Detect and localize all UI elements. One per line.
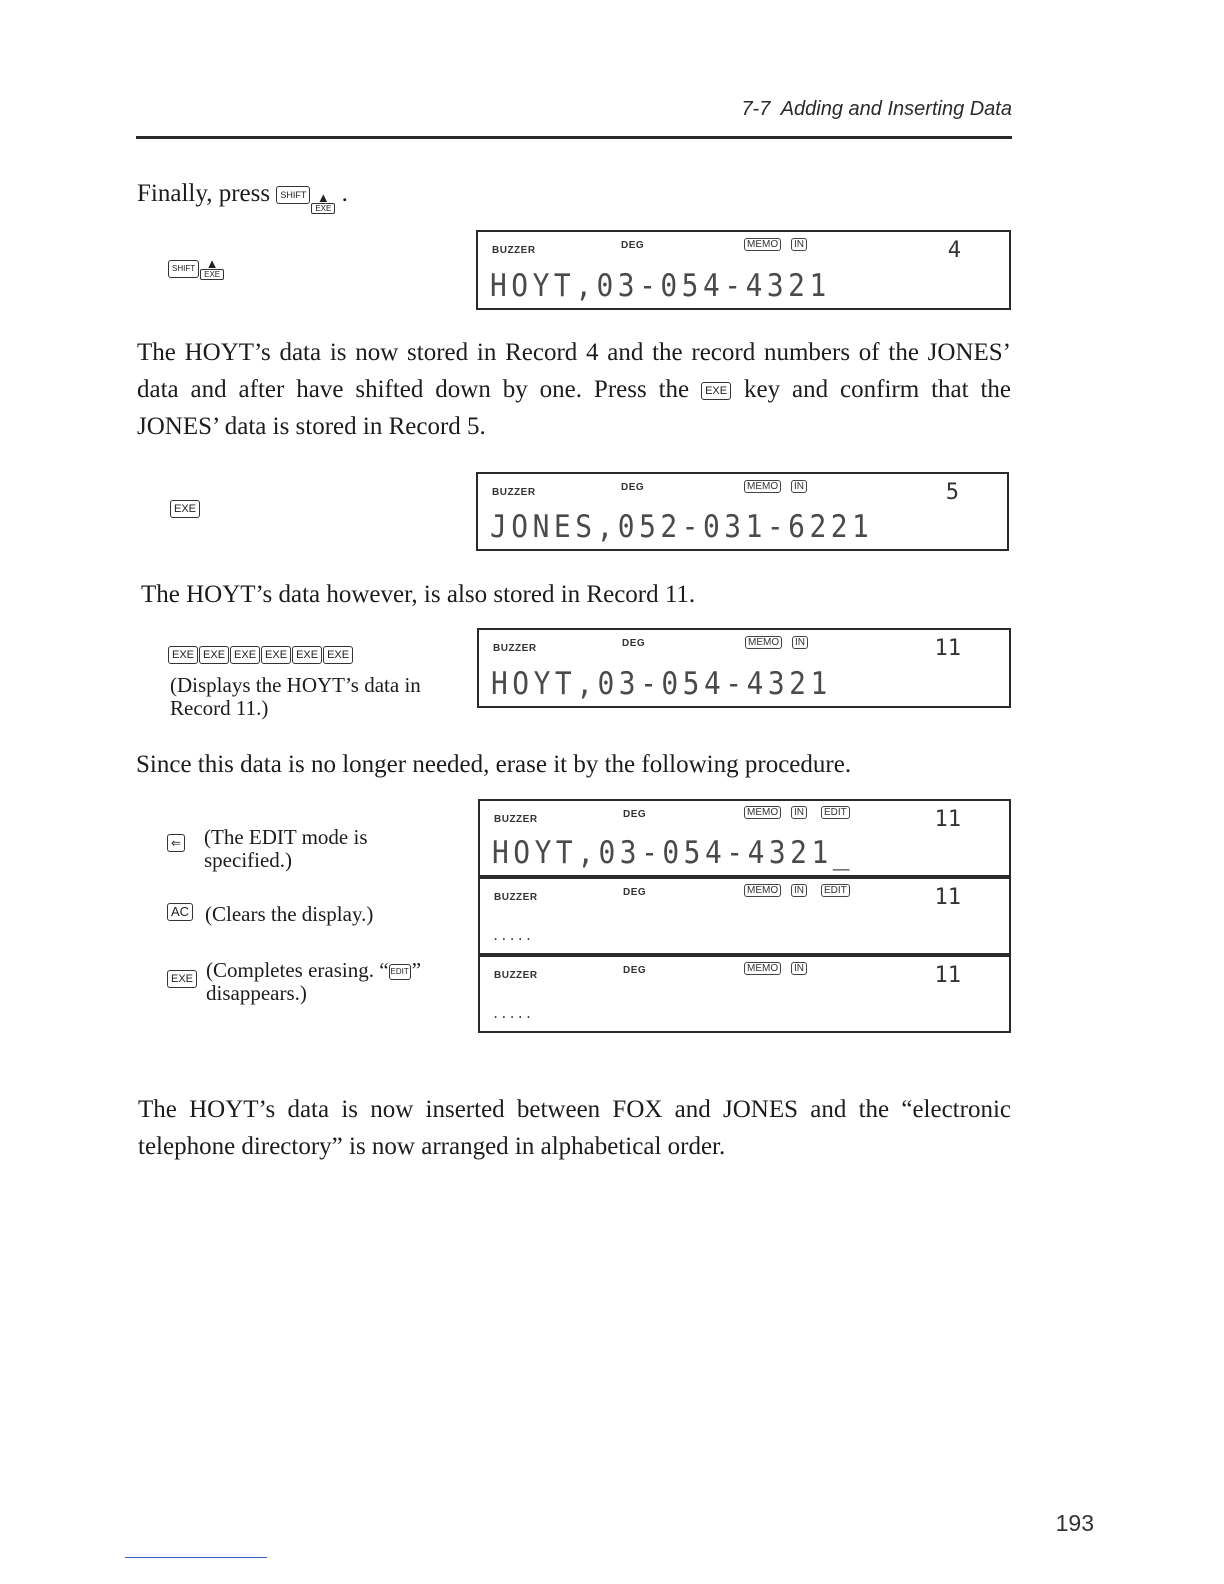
record-number: 4 (947, 238, 961, 263)
paragraph-conclusion: The HOYT’s data is now inserted between FOX and JONES and the “electronic telephone directory” is now arranged in alphabetical order. (138, 1096, 1011, 1160)
up-exe-key-glyph: ▲ EXE (311, 177, 335, 214)
section-number: 7-7 (741, 98, 771, 120)
step-ac-key (167, 903, 194, 921)
in-indicator: IN (791, 806, 807, 819)
record-number: 5 (945, 480, 959, 505)
memo-indicator: MEMO (744, 480, 781, 493)
exe-key-glyph: EXE (230, 646, 260, 664)
display-text: HOYT,03-054-4321_ (492, 835, 855, 871)
memo-indicator: MEMO (744, 884, 781, 897)
deg-indicator: DEG (621, 240, 645, 251)
record-number: 11 (934, 963, 961, 988)
deg-indicator: DEG (623, 965, 647, 976)
exe-key-glyph: EXE (168, 646, 198, 664)
display-text: JONES,052-031-6221 (490, 509, 874, 545)
paragraph-record-11: The HOYT’s data however, is also stored in Record 11. (141, 581, 696, 608)
running-header (700, 98, 1012, 121)
in-indicator: IN (791, 480, 807, 493)
deg-indicator: DEG (621, 482, 645, 493)
deg-indicator: DEG (623, 809, 647, 820)
exe-key-glyph: EXE (701, 382, 731, 400)
note-record-11: (Displays the HOYT’s data in Record 11.) (170, 673, 421, 720)
lcd-display-record-4 (476, 230, 1011, 310)
display-text: ..... (492, 1007, 534, 1021)
lcd-display-erased (478, 955, 1011, 1033)
step-edit-key (167, 834, 186, 852)
in-indicator: IN (791, 884, 807, 897)
edit-indicator: EDIT (821, 806, 850, 819)
left-arrow-key-glyph: ⇐ (167, 834, 185, 852)
up-exe-key-glyph: ▲ EXE (200, 258, 224, 280)
footer-mark (125, 1557, 267, 1558)
buzzer-indicator: BUZZER (494, 970, 538, 981)
paragraph-record-shift: The HOYT’s data is now stored in Record 4 and the record numbers of the JONES’ data and after have shifted down by one. Press the EXE key and confirm that the JONES’ data is stored in Record 5. (137, 339, 1012, 440)
record-number: 11 (934, 885, 961, 910)
intro-text: Finally, press (137, 180, 271, 207)
section-title: Adding and Inserting Data (780, 98, 1012, 120)
shift-key-glyph: SHIFT (276, 186, 310, 204)
exe-key-glyph: EXE (167, 970, 197, 988)
deg-indicator: DEG (623, 887, 647, 898)
exe-key-glyph: EXE (261, 646, 291, 664)
intro-line: Finally, press SHIFT ▲ EXE . (137, 175, 348, 214)
exe-key-glyph: EXE (292, 646, 322, 664)
in-indicator: IN (791, 238, 807, 251)
paragraph-erase-procedure: Since this data is no longer needed, erase it by the following procedure. (136, 751, 852, 778)
lcd-display-record-11 (477, 628, 1011, 708)
deg-indicator: DEG (622, 638, 646, 649)
edit-indicator-glyph: EDIT (389, 964, 411, 980)
lcd-display-cleared (478, 877, 1011, 955)
shift-key-glyph: SHIFT (168, 260, 199, 278)
memo-indicator: MEMO (744, 962, 781, 975)
buzzer-indicator: BUZZER (494, 814, 538, 825)
buzzer-indicator: BUZZER (492, 487, 536, 498)
display-text: HOYT,03-054-4321 (490, 268, 831, 304)
step2-keys (170, 500, 201, 518)
display-text: HOYT,03-054-4321 (491, 666, 832, 702)
note-clear-display: (Clears the display.) (205, 902, 374, 926)
exe-key-glyph: EXE (323, 646, 353, 664)
record-number: 11 (934, 636, 961, 661)
exe-key-glyph: EXE (170, 500, 200, 518)
buzzer-indicator: BUZZER (494, 892, 538, 903)
memo-indicator: MEMO (744, 806, 781, 819)
memo-indicator: MEMO (744, 238, 781, 251)
in-indicator: IN (792, 636, 808, 649)
page-number: 193 (1055, 1510, 1094, 1536)
note-edit-mode: (The EDIT mode is specified.) (204, 825, 368, 872)
step1-keys (168, 258, 224, 280)
buzzer-indicator: BUZZER (492, 245, 536, 256)
buzzer-indicator: BUZZER (493, 643, 537, 654)
step3-keys (168, 646, 354, 664)
lcd-display-edit-mode (478, 799, 1011, 877)
note-complete-erasing: (Completes erasing. “ EDIT ” disappears.) (206, 958, 422, 1005)
record-number: 11 (934, 807, 961, 832)
lcd-display-record-5 (476, 472, 1009, 551)
exe-key-glyph: EXE (199, 646, 229, 664)
display-text: ..... (492, 929, 534, 943)
step-exe-key (167, 970, 198, 988)
ac-key-glyph: AC (167, 903, 193, 921)
in-indicator: IN (791, 962, 807, 975)
edit-indicator: EDIT (821, 884, 850, 897)
header-rule (136, 136, 1012, 139)
memo-indicator: MEMO (745, 636, 782, 649)
